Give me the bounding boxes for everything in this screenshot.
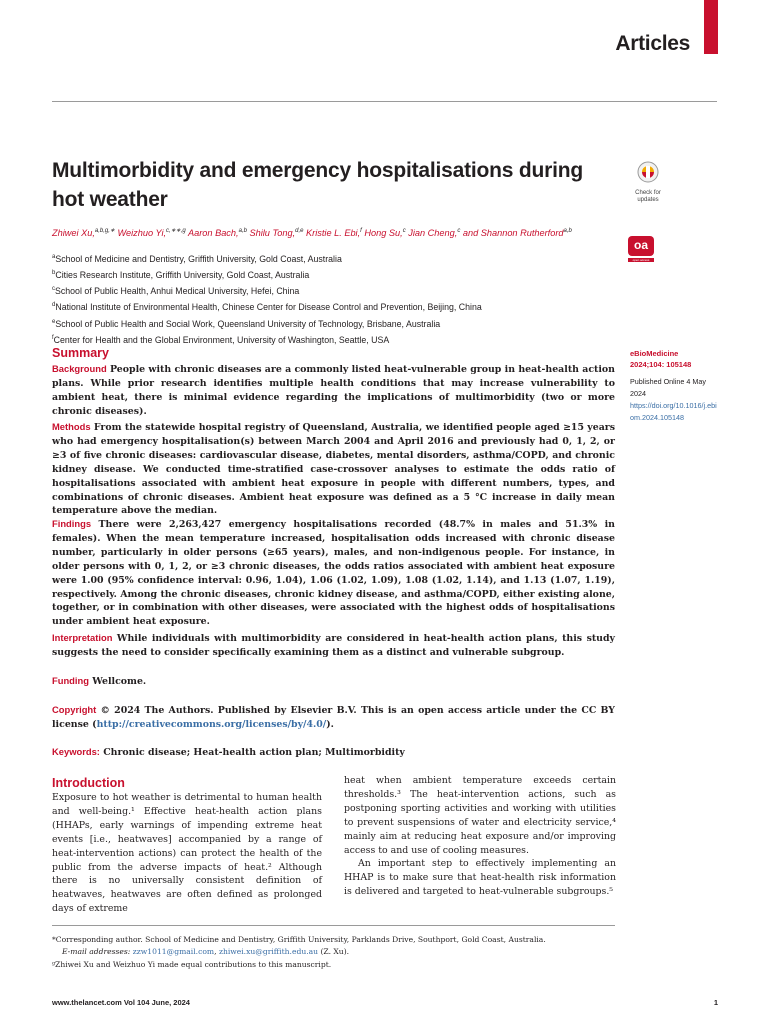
abstract-copyright: Copyright © 2024 The Authors. Published by Elsevier B.V. This is an open access article under the CC BY license (http://creativecommons.org/licenses/by/4.0/). — [52, 704, 615, 730]
author-list — [52, 225, 572, 239]
check-updates-label: Check for updates — [635, 190, 661, 203]
header-divider — [52, 101, 717, 102]
author-name[interactable]: Shilu Tong, — [249, 228, 296, 239]
author-name[interactable]: Hong Su, — [364, 228, 403, 239]
open-access-label: open access — [628, 258, 654, 262]
summary-heading: Summary — [52, 346, 109, 360]
email-note: E-mail addresses: zzw1011@gmail.com, zhiwei.xu@griffith.edu.au (Z. Xu). — [62, 947, 350, 957]
author-name[interactable]: Kristie L. Ebi, — [306, 228, 361, 239]
author-name[interactable]: and Shannon Rutherford — [462, 228, 564, 239]
abstract-interpretation: Interpretation While individuals with multimorbidity are considered in heat-health action plans, this study suggests the need to consider specifically examining them as a distinct and vulnerable subgroup. — [52, 632, 615, 658]
intro-paragraph: heat when ambient temperature exceeds certain thresholds.³ The heat-intervention actions, such as postponing sporting activities and working with utilities to prevent suspensions of water and electricity service,⁴ mainly aim at reducing heat exposure and/or improving access to and use of cooling measures. — [344, 775, 616, 856]
email-link[interactable]: zhiwei.xu@griffith.edu.au — [218, 947, 319, 957]
author-name[interactable]: Aaron Bach, — [188, 228, 239, 239]
introduction-right-column — [344, 774, 616, 899]
keywords: Keywords: Chronic disease; Heat-health action plan; Multimorbidity — [52, 746, 405, 758]
doi-link[interactable]: https://doi.org/10.1016/j.ebiom.2024.105148 — [630, 401, 717, 422]
introduction-left-column: Exposure to hot weather is detrimental to human health and well-being.¹ Effective heat-health action plans (HHAPs, early warnings of impending extreme heat events [i.e., heatwaves] accompanied by a range of heat-intervention actions) can protect the health of the public from the adverse impacts of heat.² Although there is no universally consistent definition of heatwaves, heatwaves are often defined as prolonged days of extreme — [52, 792, 322, 915]
footer-journal: www.thelancet.com Vol 104 June, 2024 — [52, 998, 190, 1007]
journal-volume: 2024;104: 105148 — [630, 360, 692, 369]
affiliation-item: $^e$School of Public Health and Social Work, Queensland University of Technology, Brisbane, Australia — [52, 318, 441, 329]
open-access-icon: oa — [628, 236, 654, 256]
abstract-findings: Findings There were 2,263,427 emergency hospitalisations recorded (48.7% in males and 51.3% in females). When the mean temperature increased, hospitalisation odds increased with chronic disease number, particularly in older persons (≥65 years), males, and non-indigenous people. For instance, in older persons with 0, 1, 2, or ≥3 chronic diseases, the odds ratios associated with ambient heat exposure were 1.00 (95% confidence interval: 0.96, 1.04), 1.06 (1.02, 1.09), 1.08 (1.02, 1.14), and 1.13 (1.07, 1.19), respectively. Among the chronic diseases, chronic kidney disease, and asthma/COPD, either existing alone, together, or in combination with other diseases, were associated with the highest odds of hospitalisations under ambient heat exposure. — [52, 518, 616, 628]
footnote-divider — [52, 925, 615, 926]
abstract-funding: Funding Wellcome. — [52, 675, 147, 687]
author-affil: c — [457, 228, 461, 234]
section-color-tab — [704, 0, 718, 54]
article-title: Multimorbidity and emergency hospitalisations during hot weather — [52, 159, 583, 211]
affiliation-item: $^f$Center for Health and the Global Environment, University of Washington, Seattle, USA — [52, 334, 390, 345]
author-name[interactable]: Weizhuo Yi, — [117, 228, 167, 239]
journal-name: eBioMedicine — [630, 349, 679, 358]
affiliation-item: $^c$School of Public Health, Anhui Medical University, Hefei, China — [52, 286, 300, 297]
abstract-background: Background People with chronic diseases are a commonly listed heat-vulnerable group in heat-health action plans. While prior research identifies multiple health conditions that may increase vulnerability to ambient heat, there is minimal evidence regarding the implications of multimorbidity (two or more chronic diseases). — [52, 363, 615, 417]
page-number: 1 — [713, 998, 718, 1007]
corresponding-author-note: *Corresponding author. School of Medicine and Dentistry, Griffith University, Parklands Drive, Southport, Gold Coast, Australia. — [52, 935, 546, 944]
license-link[interactable]: http://creativecommons.org/licenses/by/4.0/ — [96, 718, 327, 730]
author-name[interactable]: Jian Cheng, — [408, 228, 458, 239]
published-date: Published Online 4 May 2024 — [630, 377, 706, 398]
author-affil: d,e — [295, 228, 304, 234]
intro-paragraph: An important step to effectively implementing an HHAP is to make sure that heat-health risk information is delivered and targeted to heat-vulnerable subgroups.⁵ — [344, 858, 616, 898]
author-affil: c,∗∗,g — [166, 228, 186, 234]
author-affil: a,b,g,∗ — [94, 228, 115, 234]
abstract-methods: Methods From the statewide hospital registry of Queensland, Australia, we identified people aged ≥15 years who had emergency hospitalisation(s) between March 2004 and April 2016 and previously had 0, 1, 2, or ≥3 of five chronic diseases: cardiovascular disease, diabetes, mental disorders, asthma/COPD, and chronic kidney disease. We conducted time-stratified case-crossover analyses to estimate the odds ratio of hospitalisations associated with ambient heat exposure in people with different numbers, types, and combinations of chronic diseases. Ambient heat exposure was defined as a 5 °C increase in daily mean temperature above the median. — [52, 421, 616, 517]
author-affil: c — [402, 228, 406, 234]
author-affil: f — [360, 228, 362, 234]
author-affil: a,b — [563, 228, 572, 234]
equal-contribution-note: ᵍZhiwei Xu and Weizhuo Yi made equal contributions to this manuscript. — [52, 959, 332, 969]
author-affil: a,b — [238, 228, 247, 234]
affiliation-item: $^b$Cities Research Institute, Griffith University, Gold Coast, Australia — [52, 270, 310, 281]
journal-info — [630, 348, 691, 370]
check-for-updates-button[interactable] — [628, 160, 668, 203]
check-updates-icon — [628, 160, 668, 184]
author-name[interactable]: Zhiwei Xu, — [52, 228, 95, 239]
affiliation-item: $^d$National Institute of Environmental Health, Chinese Center for Disease Control and Prevention, Beijing, China — [52, 302, 482, 313]
section-label: Articles — [615, 32, 690, 55]
email-link[interactable]: zzw1011@gmail.com — [132, 947, 215, 957]
introduction-heading: Introduction — [52, 776, 125, 790]
affiliation-item: $^a$School of Medicine and Dentistry, Griffith University, Gold Coast, Australia — [52, 253, 342, 264]
affiliation-list — [52, 250, 592, 347]
footnotes — [52, 934, 615, 971]
